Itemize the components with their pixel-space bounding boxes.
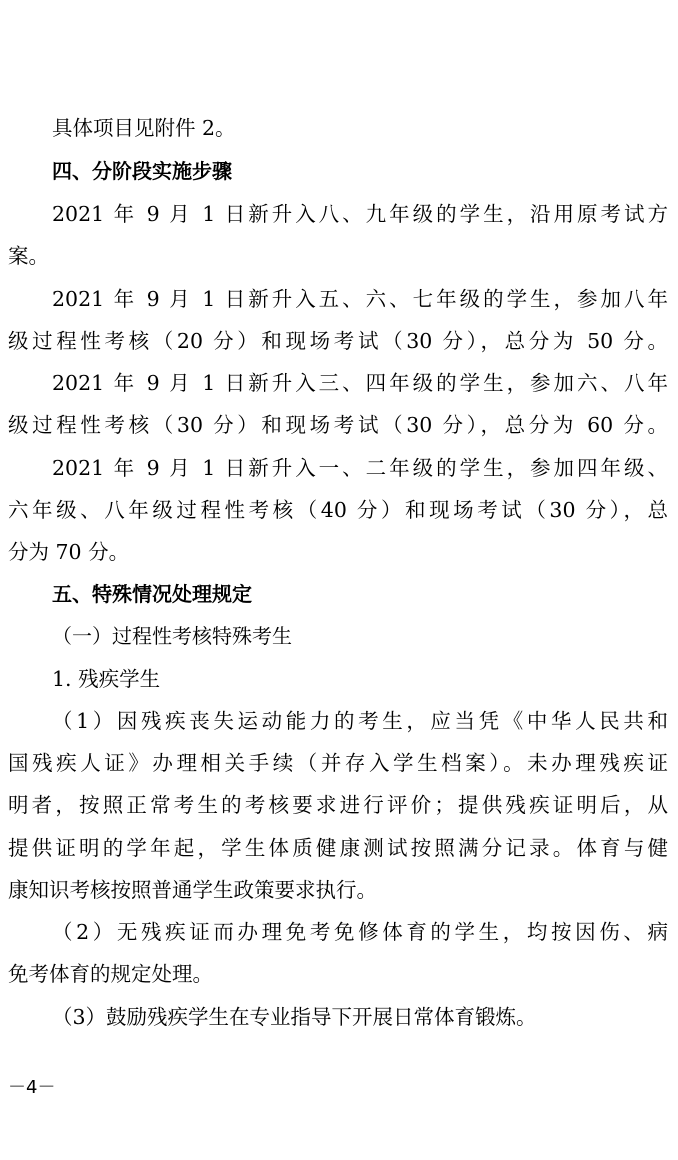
paragraph-item-1-line-3: 明者，按照正常考生的考核要求进行评价；提供残疾证明后，从 — [8, 793, 668, 817]
paragraph-item-1-line-2: 国残疾人证》办理相关手续（并存入学生档案）。未办理残疾证 — [8, 751, 668, 775]
paragraph-grade-8-9-line-1: 2021 年 9 月 1 日新升入八、九年级的学生，沿用原考试方 — [52, 202, 668, 226]
paragraph-item-3: （3）鼓励残疾学生在专业指导下开展日常体育锻炼。 — [52, 1005, 537, 1029]
paragraph-grade-3-4-line-2: 级过程性考核（30 分）和现场考试（30 分），总分为 60 分。 — [8, 413, 668, 437]
paragraph-item-1-line-1: （1）因残疾丧失运动能力的考生，应当凭《中华人民共和 — [52, 709, 668, 733]
paragraph-item-1-line-4: 提供证明的学年起，学生体质健康测试按照满分记录。体育与健 — [8, 836, 668, 860]
subsection-heading-1: （一）过程性考核特殊考生 — [52, 624, 292, 648]
paragraph-item-2-line-2: 免考体育的规定处理。 — [8, 962, 213, 986]
paragraph-grade-1-2-line-3: 分为 70 分。 — [8, 540, 130, 564]
paragraph-item-2-line-1: （2）无残疾证而办理免考免修体育的学生，均按因伤、病 — [52, 920, 668, 944]
section-heading-5: 五、特殊情况处理规定 — [52, 582, 252, 606]
paragraph-grade-8-9-line-2: 案。 — [8, 244, 49, 268]
paragraph-grade-1-2-line-2: 六年级、八年级过程性考核（40 分）和现场考试（30 分），总 — [8, 498, 668, 522]
page-number: －4－ — [8, 1077, 56, 1098]
paragraph-grade-5-7-line-1: 2021 年 9 月 1 日新升入五、六、七年级的学生，参加八年 — [52, 287, 668, 311]
section-heading-4: 四、分阶段实施步骤 — [52, 159, 232, 183]
paragraph-grade-5-7-line-2: 级过程性考核（20 分）和现场考试（30 分），总分为 50 分。 — [8, 329, 668, 353]
text-line-attachment-ref: 具体项目见附件 2。 — [52, 116, 236, 140]
paragraph-grade-3-4-line-1: 2021 年 9 月 1 日新升入三、四年级的学生，参加六、八年 — [52, 371, 668, 395]
item-heading-disabled-students: 1. 残疾学生 — [52, 667, 161, 691]
paragraph-item-1-line-5: 康知识考核按照普通学生政策要求执行。 — [8, 878, 377, 902]
paragraph-grade-1-2-line-1: 2021 年 9 月 1 日新升入一、二年级的学生，参加四年级、 — [52, 456, 668, 480]
